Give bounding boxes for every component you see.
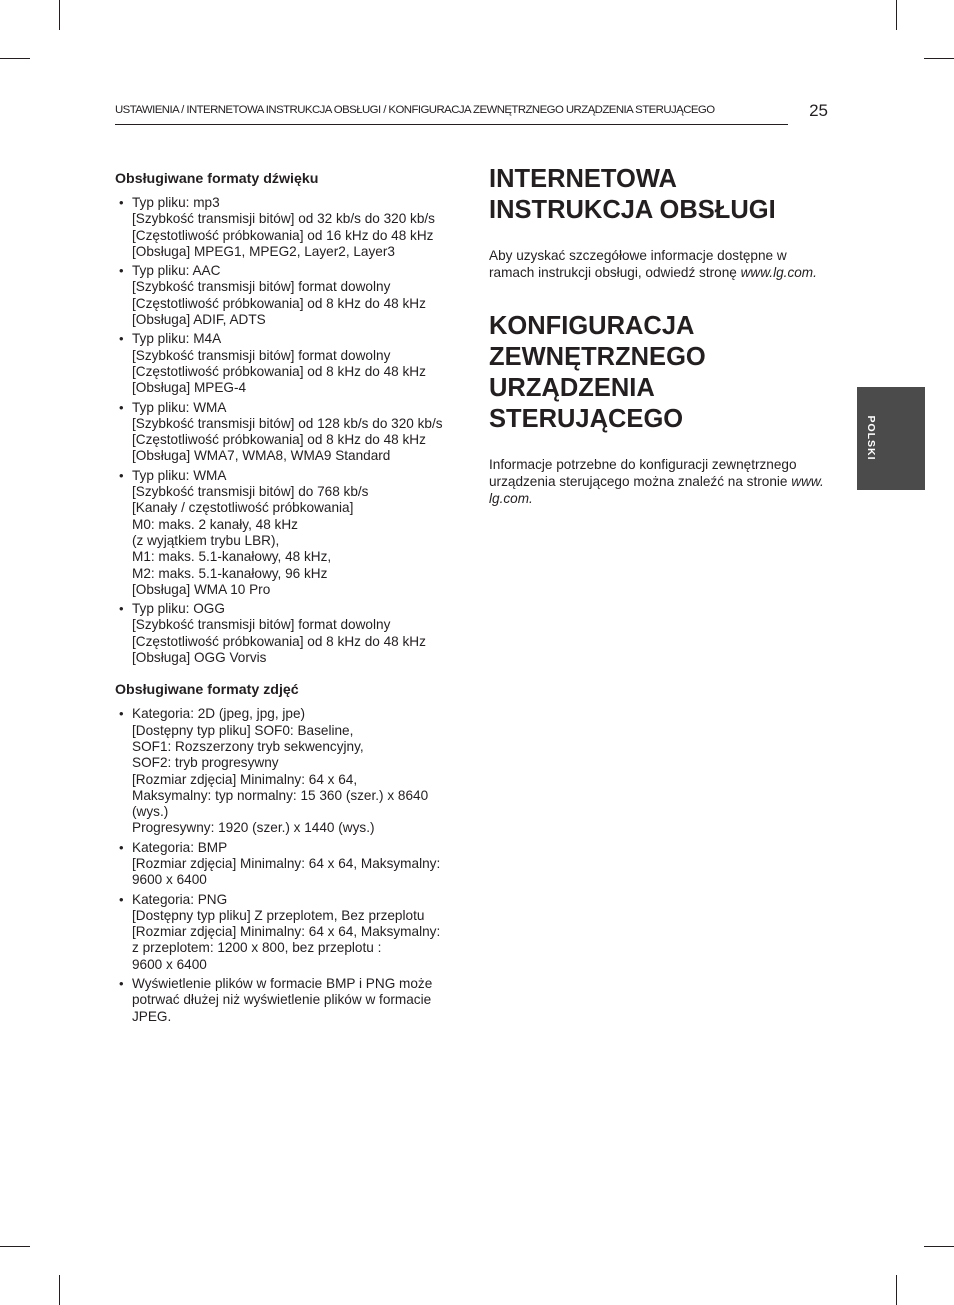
list-line: z przeplotem: 1200 x 800, bez przeplotu : <box>132 940 382 956</box>
paragraph-line <box>489 473 839 490</box>
language-tab <box>857 387 925 490</box>
crop-mark <box>59 0 60 30</box>
running-header <box>115 101 828 125</box>
list-line: [Częstotliwość próbkowania] od 8 kHz do 48 kHz <box>132 633 426 649</box>
paragraph-text: ramach instrukcji obsługi, odwiedź stronę <box>489 265 741 280</box>
list-line: 9600 x 6400 <box>132 872 207 888</box>
list-item <box>115 331 460 396</box>
list-line: [Częstotliwość próbkowania] od 8 kHz do 48 kHz <box>132 295 426 311</box>
paragraph-line <box>489 490 839 507</box>
bullet: • <box>119 891 124 907</box>
list-line: [Szybkość transmisji bitów] od 32 kb/s do 320 kb/s <box>132 211 435 227</box>
list-line: Kategoria: PNG <box>132 891 228 907</box>
list-line: [Szybkość transmisji bitów] do 768 kb/s <box>132 484 369 500</box>
heading-line: INTERNETOWA <box>489 165 677 193</box>
heading-line: INSTRUKCJA OBSŁUGI <box>489 196 776 224</box>
list-line: SOF1: Rozszerzony tryb sekwencyjny, <box>132 738 364 754</box>
url-link[interactable]: www.lg.com. <box>740 265 817 280</box>
bullet: • <box>119 467 124 483</box>
heading-line: ZEWNĘTRZNEGO <box>489 343 706 371</box>
photo-formats-title: Obsługiwane formaty zdjęć <box>115 682 299 699</box>
list-line: [Kanały / częstotliwość próbkowania] <box>132 500 354 516</box>
list-line: Kategoria: BMP <box>132 839 228 855</box>
list-item <box>115 892 460 973</box>
paragraph-line <box>489 264 839 281</box>
list-line: [Obsługa] MPEG-4 <box>132 380 247 396</box>
list-line: JPEG. <box>132 1008 172 1024</box>
list-line: M0: maks. 2 kanały, 48 kHz <box>132 516 298 532</box>
config-paragraph <box>489 456 839 507</box>
list-line: Wyświetlenie plików w formacie BMP i PNG może <box>132 976 433 992</box>
list-line: 9600 x 6400 <box>132 956 207 972</box>
paragraph-line: Aby uzyskać szczegółowe informacje dostępne w <box>489 248 787 263</box>
crop-mark <box>896 0 897 30</box>
list-line: Typ pliku: mp3 <box>132 195 220 210</box>
list-item <box>115 840 460 889</box>
list-line: M2: maks. 5.1-kanałowy, 96 kHz <box>132 565 328 581</box>
list-line: Typ pliku: WMA <box>132 399 227 415</box>
list-line: [Szybkość transmisji bitów] od 128 kb/s do 320 kb/s <box>132 415 443 431</box>
bullet: • <box>119 601 124 617</box>
list-item <box>115 976 460 1025</box>
list-line: [Obsługa] OGG Vorvis <box>132 650 267 666</box>
list-line: [Dostępny typ pliku] Z przeplotem, Bez przeplotu <box>132 907 425 923</box>
list-line: [Obsługa] WMA7, WMA8, WMA9 Standard <box>132 448 391 464</box>
list-line: [Rozmiar zdjęcia] Minimalny: 64 x 64, <box>132 771 358 787</box>
list-line: [Częstotliwość próbkowania] od 8 kHz do 48 kHz <box>132 432 426 448</box>
list-line: Kategoria: 2D (jpeg, jpg, jpe) <box>132 706 306 722</box>
bullet: • <box>119 195 124 210</box>
list-line: [Obsługa] MPEG1, MPEG2, Layer2, Layer3 <box>132 243 395 259</box>
list-line: M1: maks. 5.1-kanałowy, 48 kHz, <box>132 549 332 565</box>
manual-paragraph <box>489 247 839 281</box>
list-line: [Szybkość transmisji bitów] format dowolny <box>132 347 391 363</box>
list-item <box>115 195 460 260</box>
audio-formats-title: Obsługiwane formaty dźwięku <box>115 171 319 187</box>
list-item <box>115 400 460 465</box>
list-item <box>115 263 460 328</box>
audio-formats-list <box>115 195 460 666</box>
paragraph-text: urządzenia sterującego można znaleźć na stronie <box>489 474 792 489</box>
list-line: [Rozmiar zdjęcia] Minimalny: 64 x 64, Maksymalny: <box>132 924 441 940</box>
breadcrumb: USTAWIENIA / INTERNETOWA INSTRUKCJA OBSŁUGI / KONFIGURACJA ZEWNĘTRZNEGO URZĄDZENIA STERUJĄCEGO <box>115 104 715 116</box>
paragraph-line: Informacje potrzebne do konfiguracji zewnętrznego <box>489 457 797 472</box>
header-rule <box>115 124 788 125</box>
left-column <box>115 169 460 1028</box>
page-number: 25 <box>809 101 828 120</box>
list-line: potrwać dłużej niż wyświetlenie plików w formacie <box>132 992 432 1008</box>
bullet: • <box>119 399 124 415</box>
list-line: Typ pliku: OGG <box>132 601 225 617</box>
list-line: [Szybkość transmisji bitów] format dowolny <box>132 279 391 295</box>
url-link[interactable]: www. <box>791 474 824 489</box>
list-line: [Dostępny typ pliku] SOF0: Baseline, <box>132 722 354 738</box>
list-line: [Obsługa] ADIF, ADTS <box>132 312 266 328</box>
crop-mark <box>59 1275 60 1305</box>
bullet: • <box>119 976 124 992</box>
list-item <box>115 706 460 836</box>
list-line: Typ pliku: AAC <box>132 263 221 279</box>
list-line: (wys.) <box>132 804 169 820</box>
list-line: [Szybkość transmisji bitów] format dowolny <box>132 617 391 633</box>
bullet: • <box>119 706 124 722</box>
list-line: [Częstotliwość próbkowania] od 8 kHz do 48 kHz <box>132 363 426 379</box>
crop-mark <box>896 1275 897 1305</box>
photo-formats-list <box>115 706 460 1025</box>
crop-mark <box>0 1246 30 1247</box>
list-line: [Częstotliwość próbkowania] od 16 kHz do 48 kHz <box>132 227 434 243</box>
config-heading <box>489 311 839 435</box>
url-link[interactable]: lg.com. <box>489 491 533 506</box>
language-tab-label: POLSKI <box>865 415 877 461</box>
list-line: Progresywny: 1920 (szer.) x 1440 (wys.) <box>132 820 375 836</box>
heading-line: STERUJĄCEGO <box>489 405 684 433</box>
list-item <box>115 601 460 666</box>
bullet: • <box>119 331 124 347</box>
list-line: Typ pliku: M4A <box>132 331 222 347</box>
heading-line: KONFIGURACJA <box>489 312 695 340</box>
list-line: [Obsługa] WMA 10 Pro <box>132 581 271 597</box>
manual-heading <box>489 164 839 226</box>
list-line: Typ pliku: WMA <box>132 467 227 483</box>
heading-line: URZĄDZENIA <box>489 374 655 402</box>
bullet: • <box>119 839 124 855</box>
bullet: • <box>119 263 124 279</box>
list-line: (z wyjątkiem trybu LBR), <box>132 532 280 548</box>
list-line: [Rozmiar zdjęcia] Minimalny: 64 x 64, Maksymalny: <box>132 855 441 871</box>
crop-mark <box>924 58 954 59</box>
list-line: SOF2: tryb progresywny <box>132 755 279 771</box>
list-item <box>115 468 460 598</box>
crop-mark <box>0 58 30 59</box>
list-line: Maksymalny: typ normalny: 15 360 (szer.) x 8640 <box>132 787 429 803</box>
crop-mark <box>924 1246 954 1247</box>
right-column <box>489 164 839 507</box>
